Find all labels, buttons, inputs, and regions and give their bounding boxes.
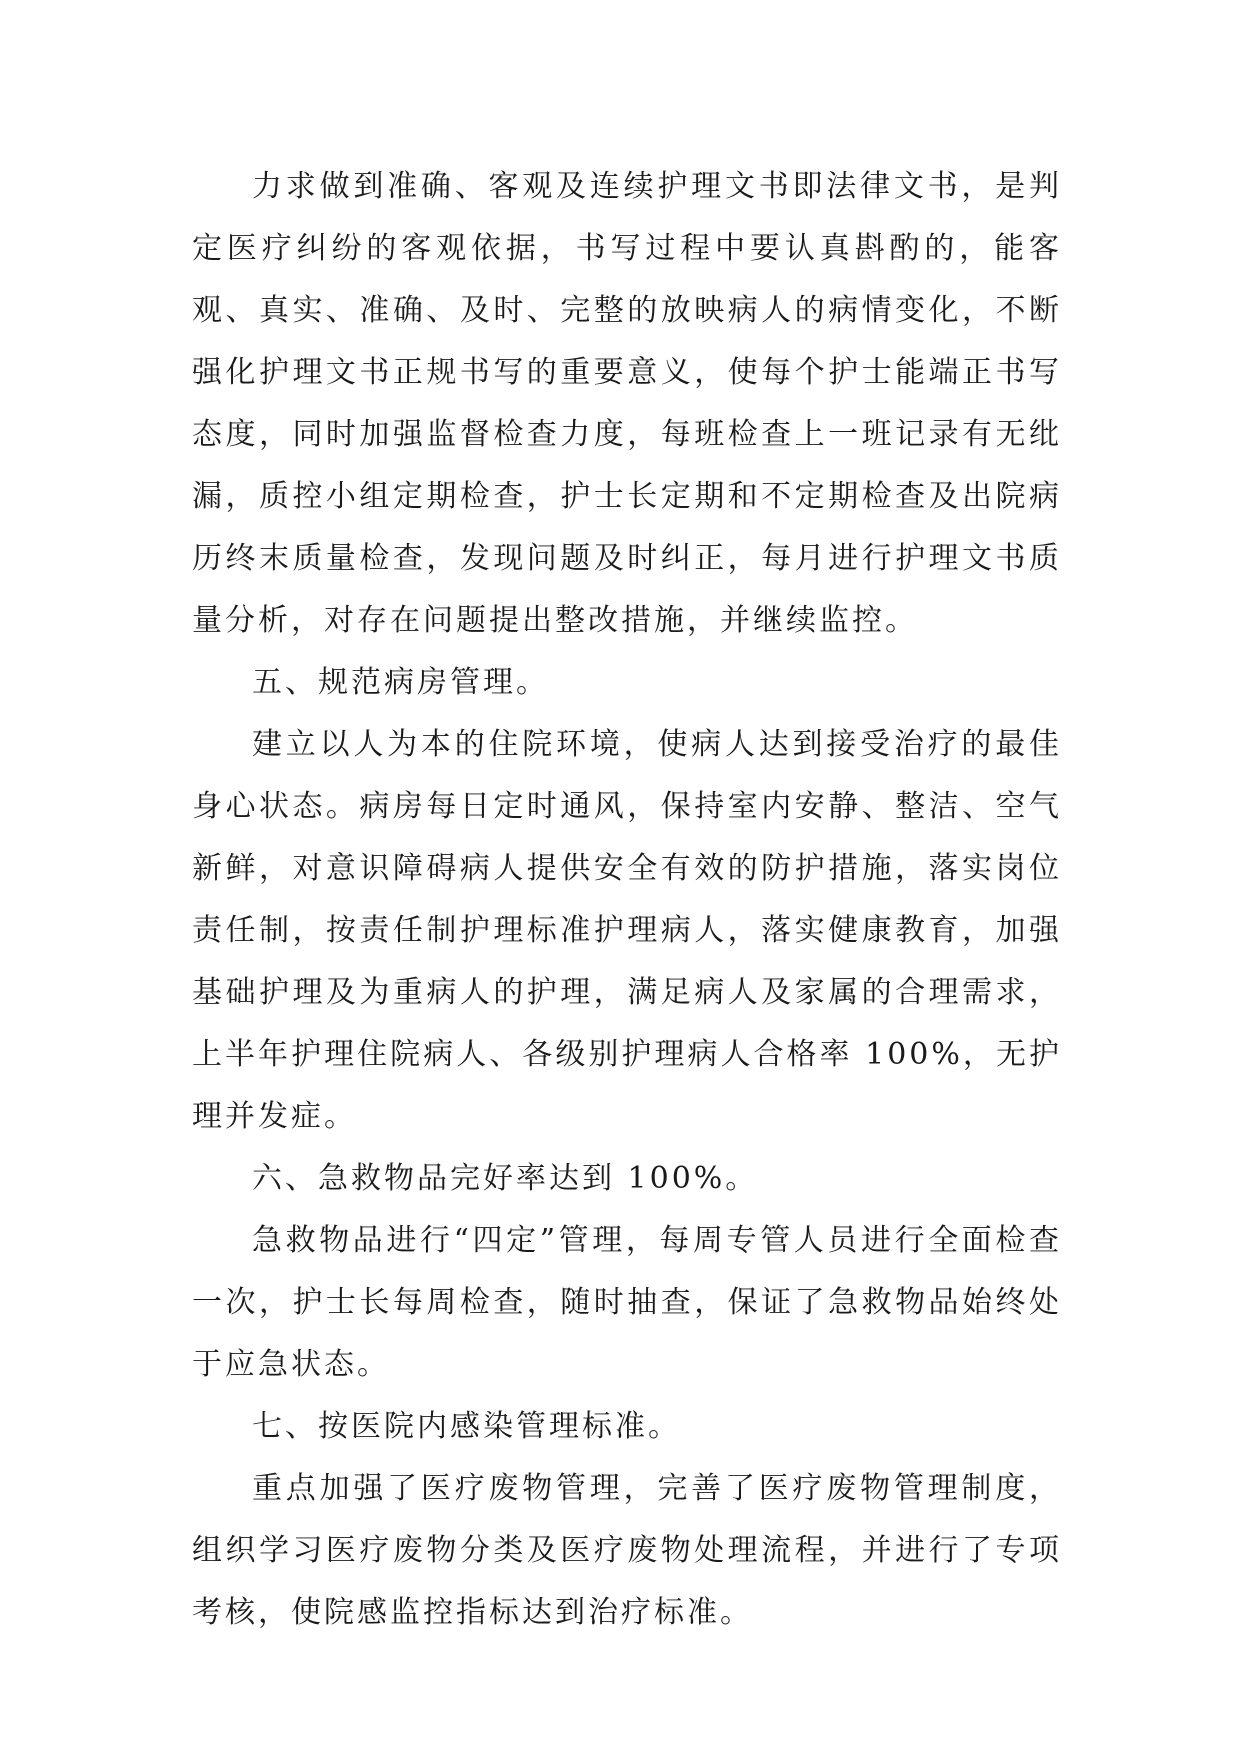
heading-emergency-supplies: 六、急救物品完好率达到 100%。 (252, 1161, 759, 1196)
paragraph-infection-management: 重点加强了医疗废物管理，完善了医疗废物管理制度，组织学习医疗废物分类及医疗废物处理流程，并进行了专项考核，使院感监控指标达到治疗标准。 (192, 1471, 1062, 1630)
paragraph-emergency-supplies: 急救物品进行“四定”管理，每周专管人员进行全面检查一次，护士长每周检查，随时抽查，保证了急救物品始终处于应急状态。 (192, 1223, 1062, 1382)
document-body (192, 156, 1062, 1644)
paragraph-nursing-documents: 力求做到准确、客观及连续护理文书即法律文书，是判定医疗纠纷的客观依据，书写过程中要认真斟酌的，能客观、真实、准确、及时、完整的放映病人的病情变化，不断强化护理文书正规书写的重要意义，使每个护士能端正书写态度，同时加强监督检查力度，每班检查上一班记录有无纰漏，质控小组定期检查，护士长定期和不定期检查及出院病历终末质量检查，发现问题及时纠正，每月进行护理文书质量分析，对存在问题提出整改措施，并继续监控。 (192, 169, 1062, 638)
paragraph-ward-management: 建立以人为本的住院环境，使病人达到接受治疗的最佳身心状态。病房每日定时通风，保持室内安静、整洁、空气新鲜，对意识障碍病人提供安全有效的防护措施，落实岗位责任制，按责任制护理标准护理病人，落实健康教育，加强基础护理及为重病人的护理，满足病人及家属的合理需求，上半年护理住院病人、各级别护理病人合格率 100%，无护理并发症。 (192, 727, 1062, 1134)
heading-infection-management: 七、按医院内感染管理标准。 (252, 1409, 681, 1444)
heading-ward-management: 五、规范病房管理。 (252, 665, 549, 700)
